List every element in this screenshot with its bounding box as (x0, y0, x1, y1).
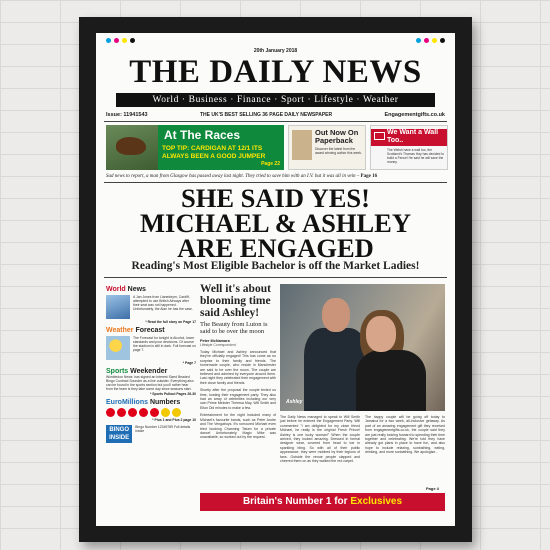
exclusives-banner (200, 493, 445, 511)
lottery-balls (106, 408, 196, 417)
world-news-more: * Read the full story on Page 17 (145, 320, 196, 324)
airplane-image (106, 295, 130, 319)
sports-title: Sports Weekender (106, 368, 168, 375)
sidebar (106, 283, 196, 443)
news-ticker (106, 174, 445, 179)
racehorse-image (106, 125, 158, 170)
world-news-text: A Jan Jones from Llanedeyrn, Cardiff, attempted to use British Airways after their seat was not happened. Unfortunately, the Alan he has the case. (133, 295, 193, 312)
lottery-more: * Plus 1 and Plus 2 page 10 (152, 418, 196, 423)
story-body-3: Entertainment for the night included many of Michael's favourite bands, such as Peter Andre and The Vengaboys. It's rumoured Michael even tried booking Channing Tatum for a private dance! Unfortunately, Magic Mike was unavailable, so worked out by the request. (200, 413, 276, 440)
sun-cloud-icon (106, 336, 130, 360)
divider (104, 121, 447, 122)
story-page: Page 4 (426, 486, 439, 491)
story-subhead: The Beauty from Luton is said to be over the moon (200, 321, 268, 335)
weather-text: The Forecast for tonight is Alcohol, lower standards and poor decisions. Of course the stadium is still in dark. Full forecast on page 7. (133, 336, 196, 353)
issue-date: 20th January 2018 (253, 48, 298, 54)
story-column-3: The happy couple will be going off today to Jamaica for a two week, all-inclusive getaway. As part of an amazing engagement gift they received from engagementgifts.co.uk, the couple said they are just really looking forward to spending their time together and celebrating. We're told they have already got plans in place to have fun, and also hope to include relaxing, sunbathing, eating, drinking, and more sunbathing. We apologise... (365, 415, 445, 455)
world-news-item (106, 295, 196, 319)
promo-wall (370, 125, 448, 170)
weather-more: * Page 7 (182, 361, 196, 365)
main-headline (96, 183, 455, 263)
section-nav-bar: World · Business · Finance · Sport · Lifestyle · Weather (116, 93, 435, 107)
story-body-1: Today Michael and Ashley announced that they've officially engaged! This has come as no surprise to their family and friends. The homemade couple, who reside in Manchester are said to be over the moon. The couple are believed and admired by everyone around them. Last night they celebrated their engagement with their close family and friends. (200, 350, 276, 385)
info-bar (106, 112, 445, 118)
issue-number: Issue: 11941543 (106, 112, 148, 118)
banner-highlight: Exclusives (350, 496, 403, 507)
promo-races (106, 125, 284, 170)
story-headline: Well it's about blooming time said Ashley! (200, 283, 271, 319)
lottery-title: EuroMillions Numbers (106, 399, 181, 407)
tagline: THE UK'S BEST SELLING 36 PAGE DAILY NEWSPAPER (199, 112, 333, 118)
promo-races-page: Page 22 (261, 161, 280, 167)
website: Engagementgifts.co.uk (384, 112, 445, 118)
promo-paperback-title: Out Now On Paperback (315, 128, 359, 145)
newspaper-page (96, 33, 455, 526)
headline-line-2: MICHAEL & ASHLEY (140, 208, 411, 238)
divider (104, 277, 447, 278)
ticker-text: Sad news to report, a man from Glasgow has passed away last night. They tried to save him with an I.V. but it was all in vein – (106, 174, 360, 179)
photo-credit: Ashley (286, 399, 303, 405)
bingo-panel (106, 425, 196, 443)
story-columns (280, 415, 445, 463)
ticker-page: Page 16 (360, 174, 378, 179)
color-registration-marks-left (106, 38, 135, 43)
promo-wall-text: The Welsh have a wall too, the Scotland's Thomas Hay has decided to build a Fence! He said he will save the money. (387, 148, 445, 164)
masthead-title: THE DAILY NEWS (129, 54, 422, 90)
headline-line-1: SHE SAID YES! (181, 183, 370, 213)
banner-text: Britain's Number 1 for (242, 496, 348, 507)
bingo-text: Bingo Number 12345789 Full details inside (135, 425, 191, 434)
world-news-title: World News (106, 286, 146, 293)
promo-races-tip: TOP TIP: CARDIGAN AT 12/1 ITS ALWAYS BEEN A GOOD JUMPER (162, 145, 266, 160)
promo-races-title: At The Races (164, 128, 241, 142)
story-body-2: Shortly after the proposal the couple texted us time, hosting their engagement party. They also had an array of celebrities including our very own Prime Minister Theresa May, Will Smith and Elton Did minutes to make a few. (200, 388, 276, 410)
sports-text: Wimbledon News: has signed an Interest Sized Beaded Bingo Contract Sounder as a line outsider. Everything also can be found in the sports section but you'll rather hear from the team is they take some day since seasons start. (106, 375, 194, 392)
weather-title: Weather Forecast (106, 327, 165, 334)
couple-photo (280, 284, 445, 411)
story-column (200, 283, 276, 440)
sports-more: * Sports Pullout Pages 26-30 (150, 392, 196, 397)
story-column-2: The Daily News managed to speak to Will Smith just before he entered the Engagement Party. Will commented "I am delighted for my close friend Michael, he really is the original Fresh Prince! Ashley is one lucky woman!" When the couple arrived, they looked amazing. Dressed in formal designer wear, covered from head to toe in sparkling bling. So with all of their public appearance, they were mobbed by their legions of fans. Outside the venue people clapped and cheered them on as they walked the red carpet. (280, 415, 360, 464)
story-byline: Peter McNamara (200, 339, 230, 343)
flag-icon (374, 132, 385, 140)
weather-item (106, 336, 196, 360)
promo-wall-title: We Want a Wall Too.. (371, 129, 447, 146)
story-byline-role: Lifestyle Correspondent (200, 343, 236, 347)
color-registration-marks-right (416, 38, 445, 43)
promo-paperback (288, 125, 366, 170)
book-image (292, 130, 312, 160)
promo-paperback-text: Discover the latest from the award winning author this week. (315, 147, 362, 155)
main-subheadline: Reading's Most Eligible Bachelor is off the Market Ladies! (131, 260, 420, 272)
headline-line-3: ARE ENGAGED (177, 233, 374, 263)
bingo-logo: BINGO INSIDE (106, 425, 132, 443)
